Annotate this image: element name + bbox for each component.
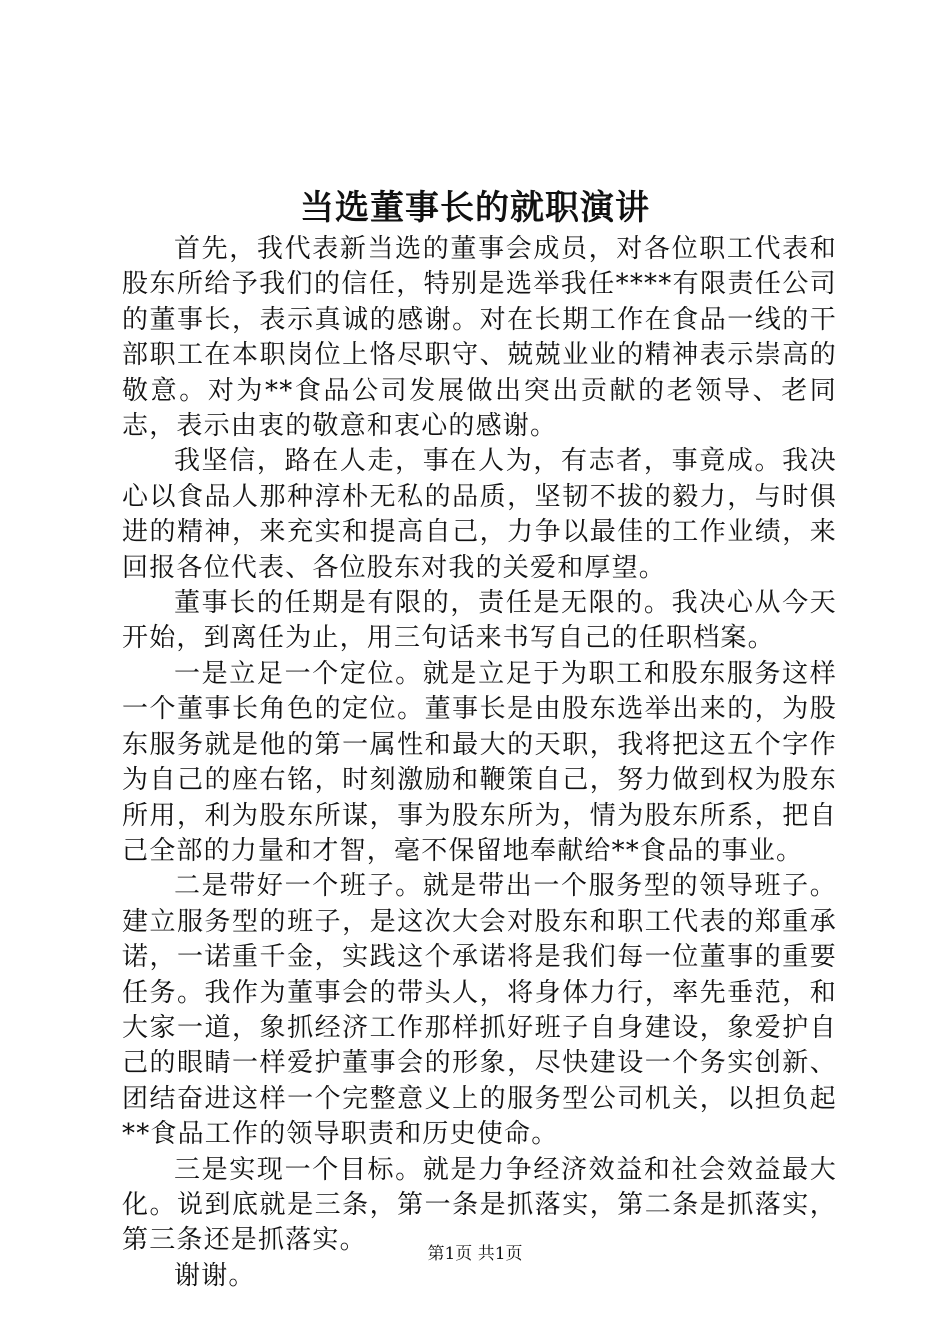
paragraph-point-two: 二是带好一个班子。就是带出一个服务型的领导班子。建立服务型的班子，是这次大会对股东和职工代表的郑重承诺，一诺重千金，实践这个承诺将是我们每一位董事的重要任务。我作为董事会的带头人，将身体力行，率先垂范，和大家一道，象抓经济工作那样抓好班子自身建设，象爱护自己的眼睛一样爱护董事会的形象，尽快建设一个务实创新、团结奋进这样一个完整意义上的服务型公司机关，以担负起**食品工作的领导职责和历史使命。: [122, 871, 837, 1150]
paragraph-opening-thanks: 首先，我代表新当选的董事会成员，对各位职工代表和股东所给予我们的信任，特别是选举我任****有限责任公司的董事长，表示真诚的感谢。对在长期工作在食品一线的干部职工在本职岗位上恪尽职守、兢兢业业的精神表示崇高的敬意。对为**食品公司发展做出突出贡献的老领导、老同志，表示由衷的敬意和衷心的感谢。: [122, 234, 837, 442]
paragraph-term: 董事长的任期是有限的，责任是无限的。我决心从今天开始，到离任为止，用三句话来书写自己的任职档案。: [122, 588, 837, 654]
paragraph-point-three: 三是实现一个目标。就是力争经济效益和社会效益最大化。说到底就是三条，第一条是抓落实，第二条是抓落实，第三条还是抓落实。: [122, 1154, 837, 1256]
paragraph-point-one: 一是立足一个定位。就是立足于为职工和股东服务这样一个董事长角色的定位。董事长是由股东选举出来的，为股东服务就是他的第一属性和最大的天职，我将把这五个字作为自己的座右铭，时刻激励和鞭策自己，努力做到权为股东所用，利为股东所谋，事为股东所为，情为股东所系，把自己全部的力量和才智，毫不保留地奉献给**食品的事业。: [122, 658, 837, 866]
page-footer: 第1页 共1页: [427, 1244, 523, 1264]
paragraph-closing: 谢谢。: [174, 1260, 256, 1291]
paragraph-belief: 我坚信，路在人走，事在人为，有志者，事竟成。我决心以食品人那种淳朴无私的品质，坚韧不拔的毅力，与时俱进的精神，来充实和提高自己，力争以最佳的工作业绩，来回报各位代表、各位股东对我的关爱和厚望。: [122, 446, 837, 583]
document-body: [122, 232, 837, 1294]
document-title: 当选董事长的就职演讲: [300, 188, 650, 228]
